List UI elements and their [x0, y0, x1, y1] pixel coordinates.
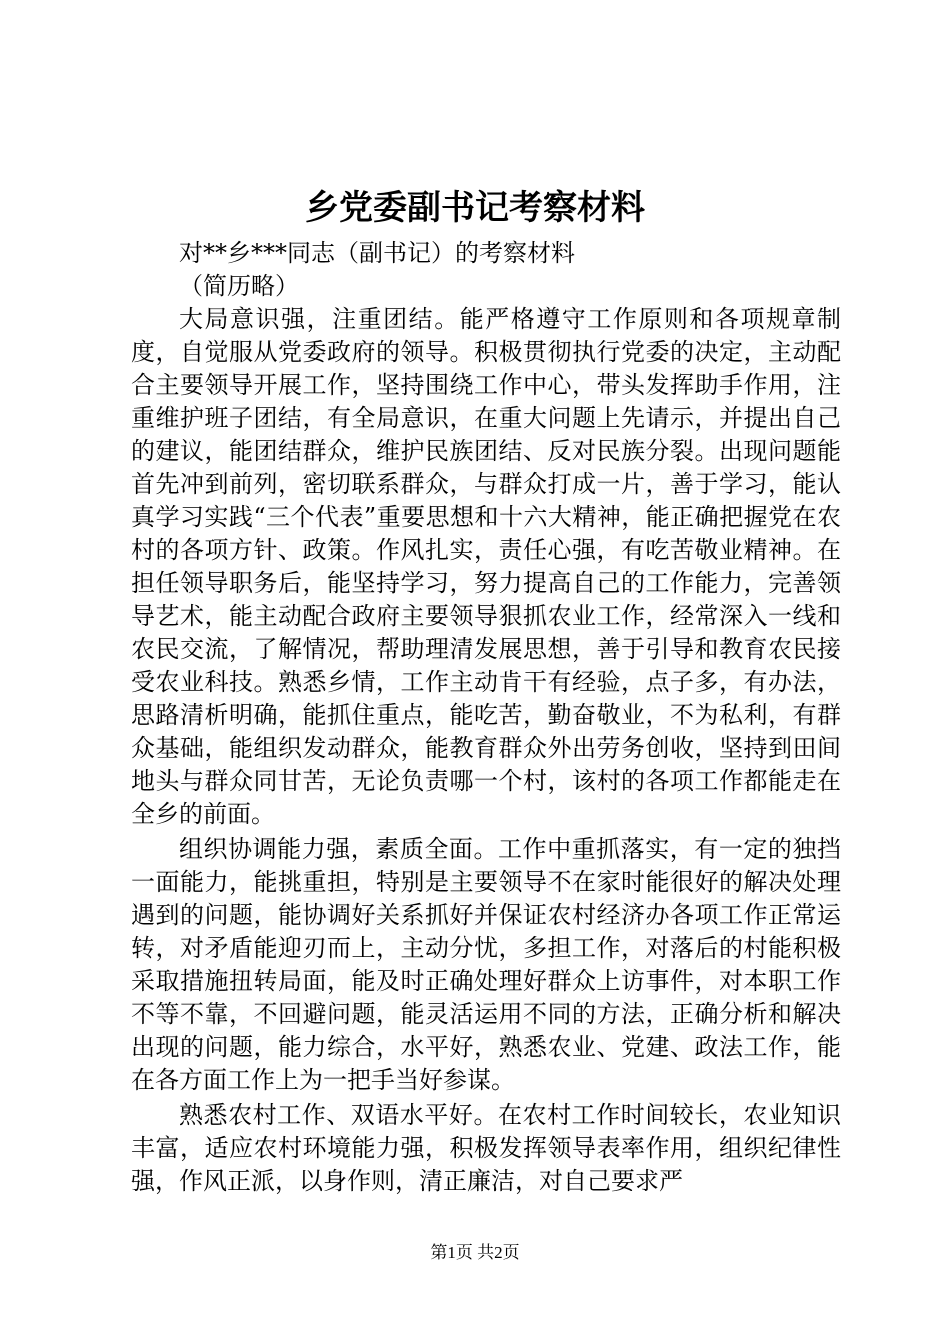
body-paragraph: 组织协调能力强，素质全面。工作中重抓落实，有一定的独挡一面能力，能挑重担，特别是主要领导不在家时能很好的解决处理遇到的问题，能协调好关系抓好并保证农村经济办各项工作正常运转，对矛盾能迎刃而上，主动分忧，多担工作，对落后的村能积极采取措施扭转局面，能及时正确处理好群众上访事件，对本职工作不等不靠，不回避问题，能灵活运用不同的方法，正确分析和解决出现的问题，能力综合，水平好，熟悉农业、党建、政法工作，能在各方面工作上为一把手当好参谋。: [131, 835, 841, 1094]
document-title: 乡党委副书记考察材料: [305, 188, 645, 228]
resume-note: （简历略）: [179, 272, 299, 300]
body-paragraph: 熟悉农村工作、双语水平好。在农村工作时间较长，农业知识丰富，适应农村环境能力强，积极发挥领导表率作用，组织纪律性强，作风正派，以身作则，清正廉洁，对自己要求严: [131, 1101, 841, 1195]
document-subtitle: 对**乡***同志（副书记）的考察材料: [179, 239, 575, 267]
document-body: [131, 237, 841, 1198]
page-number-footer: 第1页 共2页: [430, 1243, 520, 1262]
body-paragraph: 大局意识强，注重团结。能严格遵守工作原则和各项规章制度，自觉服从党委政府的领导。积极贯彻执行党委的决定，主动配合主要领导开展工作，坚持围绕工作中心，带头发挥助手作用，注重维护班子团结，有全局意识，在重大问题上先请示，并提出自己的建议，能团结群众，维护民族团结、反对民族分裂。出现问题能首先冲到前列，密切联系群众，与群众打成一片，善于学习，能认真学习实践“三个代表”重要思想和十六大精神，能正确把握党在农村的各项方针、政策。作风扎实，责任心强，有吃苦敬业精神。在担任领导职务后，能坚持学习，努力提高自己的工作能力，完善领导艺术，能主动配合政府主要领导狠抓农业工作，经常深入一线和农民交流，了解情况，帮助理清发展思想，善于引导和教育农民接受农业科技。熟悉乡情，工作主动肯干有经验，点子多，有办法，思路清析明确，能抓住重点，能吃苦，勤奋敬业，不为私利，有群众基础，能组织发动群众，能教育群众外出劳务创收，坚持到田间地头与群众同甘苦，无论负责哪一个村，该村的各项工作都能走在全乡的前面。: [131, 305, 841, 828]
